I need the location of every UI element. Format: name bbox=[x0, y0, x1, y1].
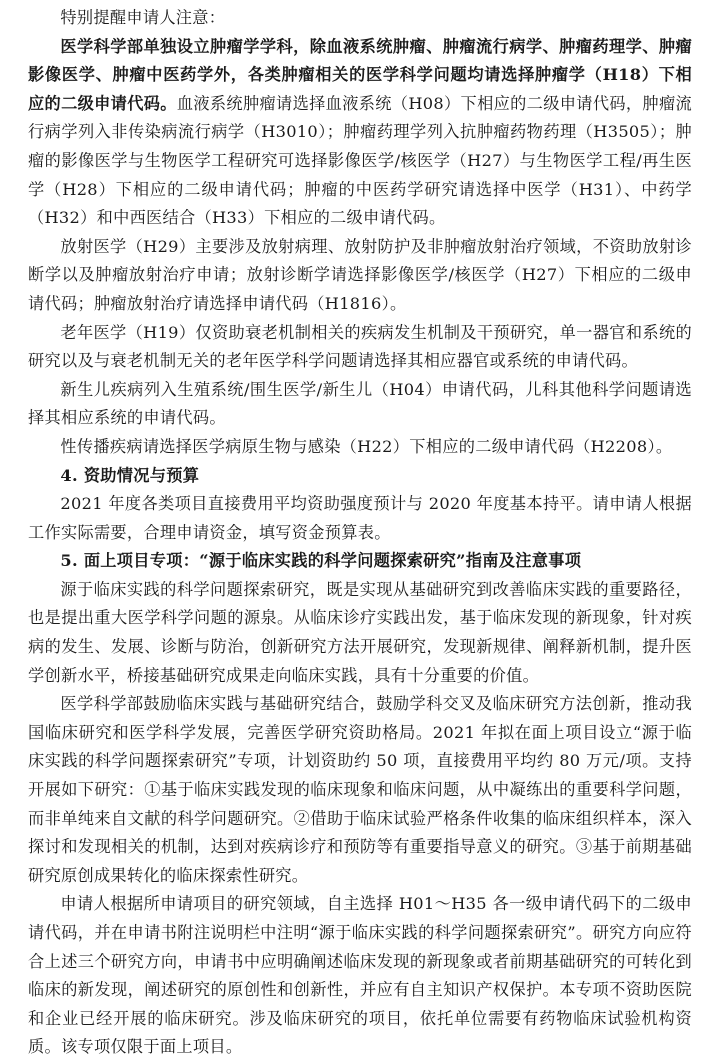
notice-paragraph-std: 性传播疾病请选择医学病原生物与感染（H22）下相应的二级申请代码（H2208）。 bbox=[60, 436, 673, 456]
section-5-paragraph-1: 源于临床实践的科学问题探索研究，既是实现从基础研究到改善临床实践的重要路径，也是提出重大医学科学问题的源泉。从临床诊疗实践出发，基于临床发现的新现象，针对疾病的发生、发展、诊断与防治，创新研究方法开展研究，发现新规律、阐释新机制，提升医学创新水平，桥接基础研究成果走向临床实践，具有十分重要的价值。 bbox=[28, 579, 692, 685]
notice-paragraph-tumor bbox=[28, 33, 692, 233]
notice-paragraph-neonatal: 新生儿疾病列入生殖系统/围生医学/新生儿（H04）申请代码，儿科其他科学问题请选择其相应系统的申请代码。 bbox=[28, 379, 692, 428]
section-5-paragraph-3: 申请人根据所申请项目的研究领域，自主选择 H01～H35 各一级申请代码下的二级申请代码，并在申请书附注说明栏中注明“源于临床实践的科学问题探索研究”。研究方向应符合上述三个研究方向，申请书中应明确阐述临床发现的新现象或者前期基础研究的可转化到临床的新发现，阐述研究的原创性和创新性，并应有自主知识产权保护。本专项不资助医院和企业已经开展的临床研究。涉及临床研究的项目，依托单位需要有药物临床试验机构资质。该专项仅限于面上项目。 bbox=[28, 894, 692, 1057]
notice-paragraph-geriatrics: 老年医学（H19）仅资助衰老机制相关的疾病发生机制及干预研究，单一器官和系统的研究以及与衰老机制无关的老年医学科学问题请选择其相应器官或系统的申请代码。 bbox=[28, 322, 692, 371]
notice-normal-text: 血液系统肿瘤请选择血液系统（H08）下相应的二级申请代码，肿瘤流行病学列入非传染病流行病学（H3010）；肿瘤药理学列入抗肿瘤药物药理（H3505）；肿瘤的影像医学与生物医学工程研究可选择影像医学/核医学（H27）与生物医学工程/再生医学（H28）下相应的二级申请代码；肿瘤的中医药学研究请选择中医学（H31）、中药学（H32）和中西医结合（H33）下相应的二级申请代码。 bbox=[28, 93, 692, 228]
section-5-title: 5. 面上项目专项：“源于临床实践的科学问题探索研究”指南及注意事项 bbox=[60, 551, 582, 571]
section-4-paragraph: 2021 年度各类项目直接费用平均资助强度预计与 2020 年度基本持平。请申请人根据工作实际需要，合理申请资金，填写资金预算表。 bbox=[28, 494, 692, 542]
section-5-paragraph-2: 医学科学部鼓励临床实践与基础研究结合，鼓励学科交叉及临床研究方法创新，推动我国临床研究和医学科学发展，完善医学研究资助格局。2021 年拟在面上项目设立“源于临床实践的科学问题探索研究”专项，计划资助约 50 项，直接费用平均约 80 万元/项。支持开展如下研究：①基于临床实践发现的临床现象和临床问题，从中凝练出的重要科学问题，而非单纯来自文献的科学问题研究。②借助于临床试验严格条件收集的临床组织样本，深入探讨和发现相关的机制，达到对疾病诊疗和预防等有重要指导意义的研究。③基于前期基础研究原创成果转化的临床探索性研究。 bbox=[28, 694, 692, 885]
section-4-title: 4. 资助情况与预算 bbox=[60, 465, 200, 485]
notice-paragraph-radiology: 放射医学（H29）主要涉及放射病理、放射防护及非肿瘤放射治疗领域，不资助放射诊断学以及肿瘤放射治疗申请；放射诊断学请选择影像医学/核医学（H27）下相应的二级申请代码；肿瘤放射治疗请选择申请代码（H1816）。 bbox=[28, 236, 692, 313]
notice-bold-text: 医学科学部单独设立肿瘤学学科，除血液系统肿瘤、肿瘤流行病学、肿瘤药理学、肿瘤影像医学、肿瘤中医药学外，各类肿瘤相关的医学科学问题均请选择肿瘤学（H18）下相应的二级申请代码。 bbox=[28, 36, 692, 113]
notice-heading: 特别提醒申请人注意： bbox=[60, 8, 226, 27]
